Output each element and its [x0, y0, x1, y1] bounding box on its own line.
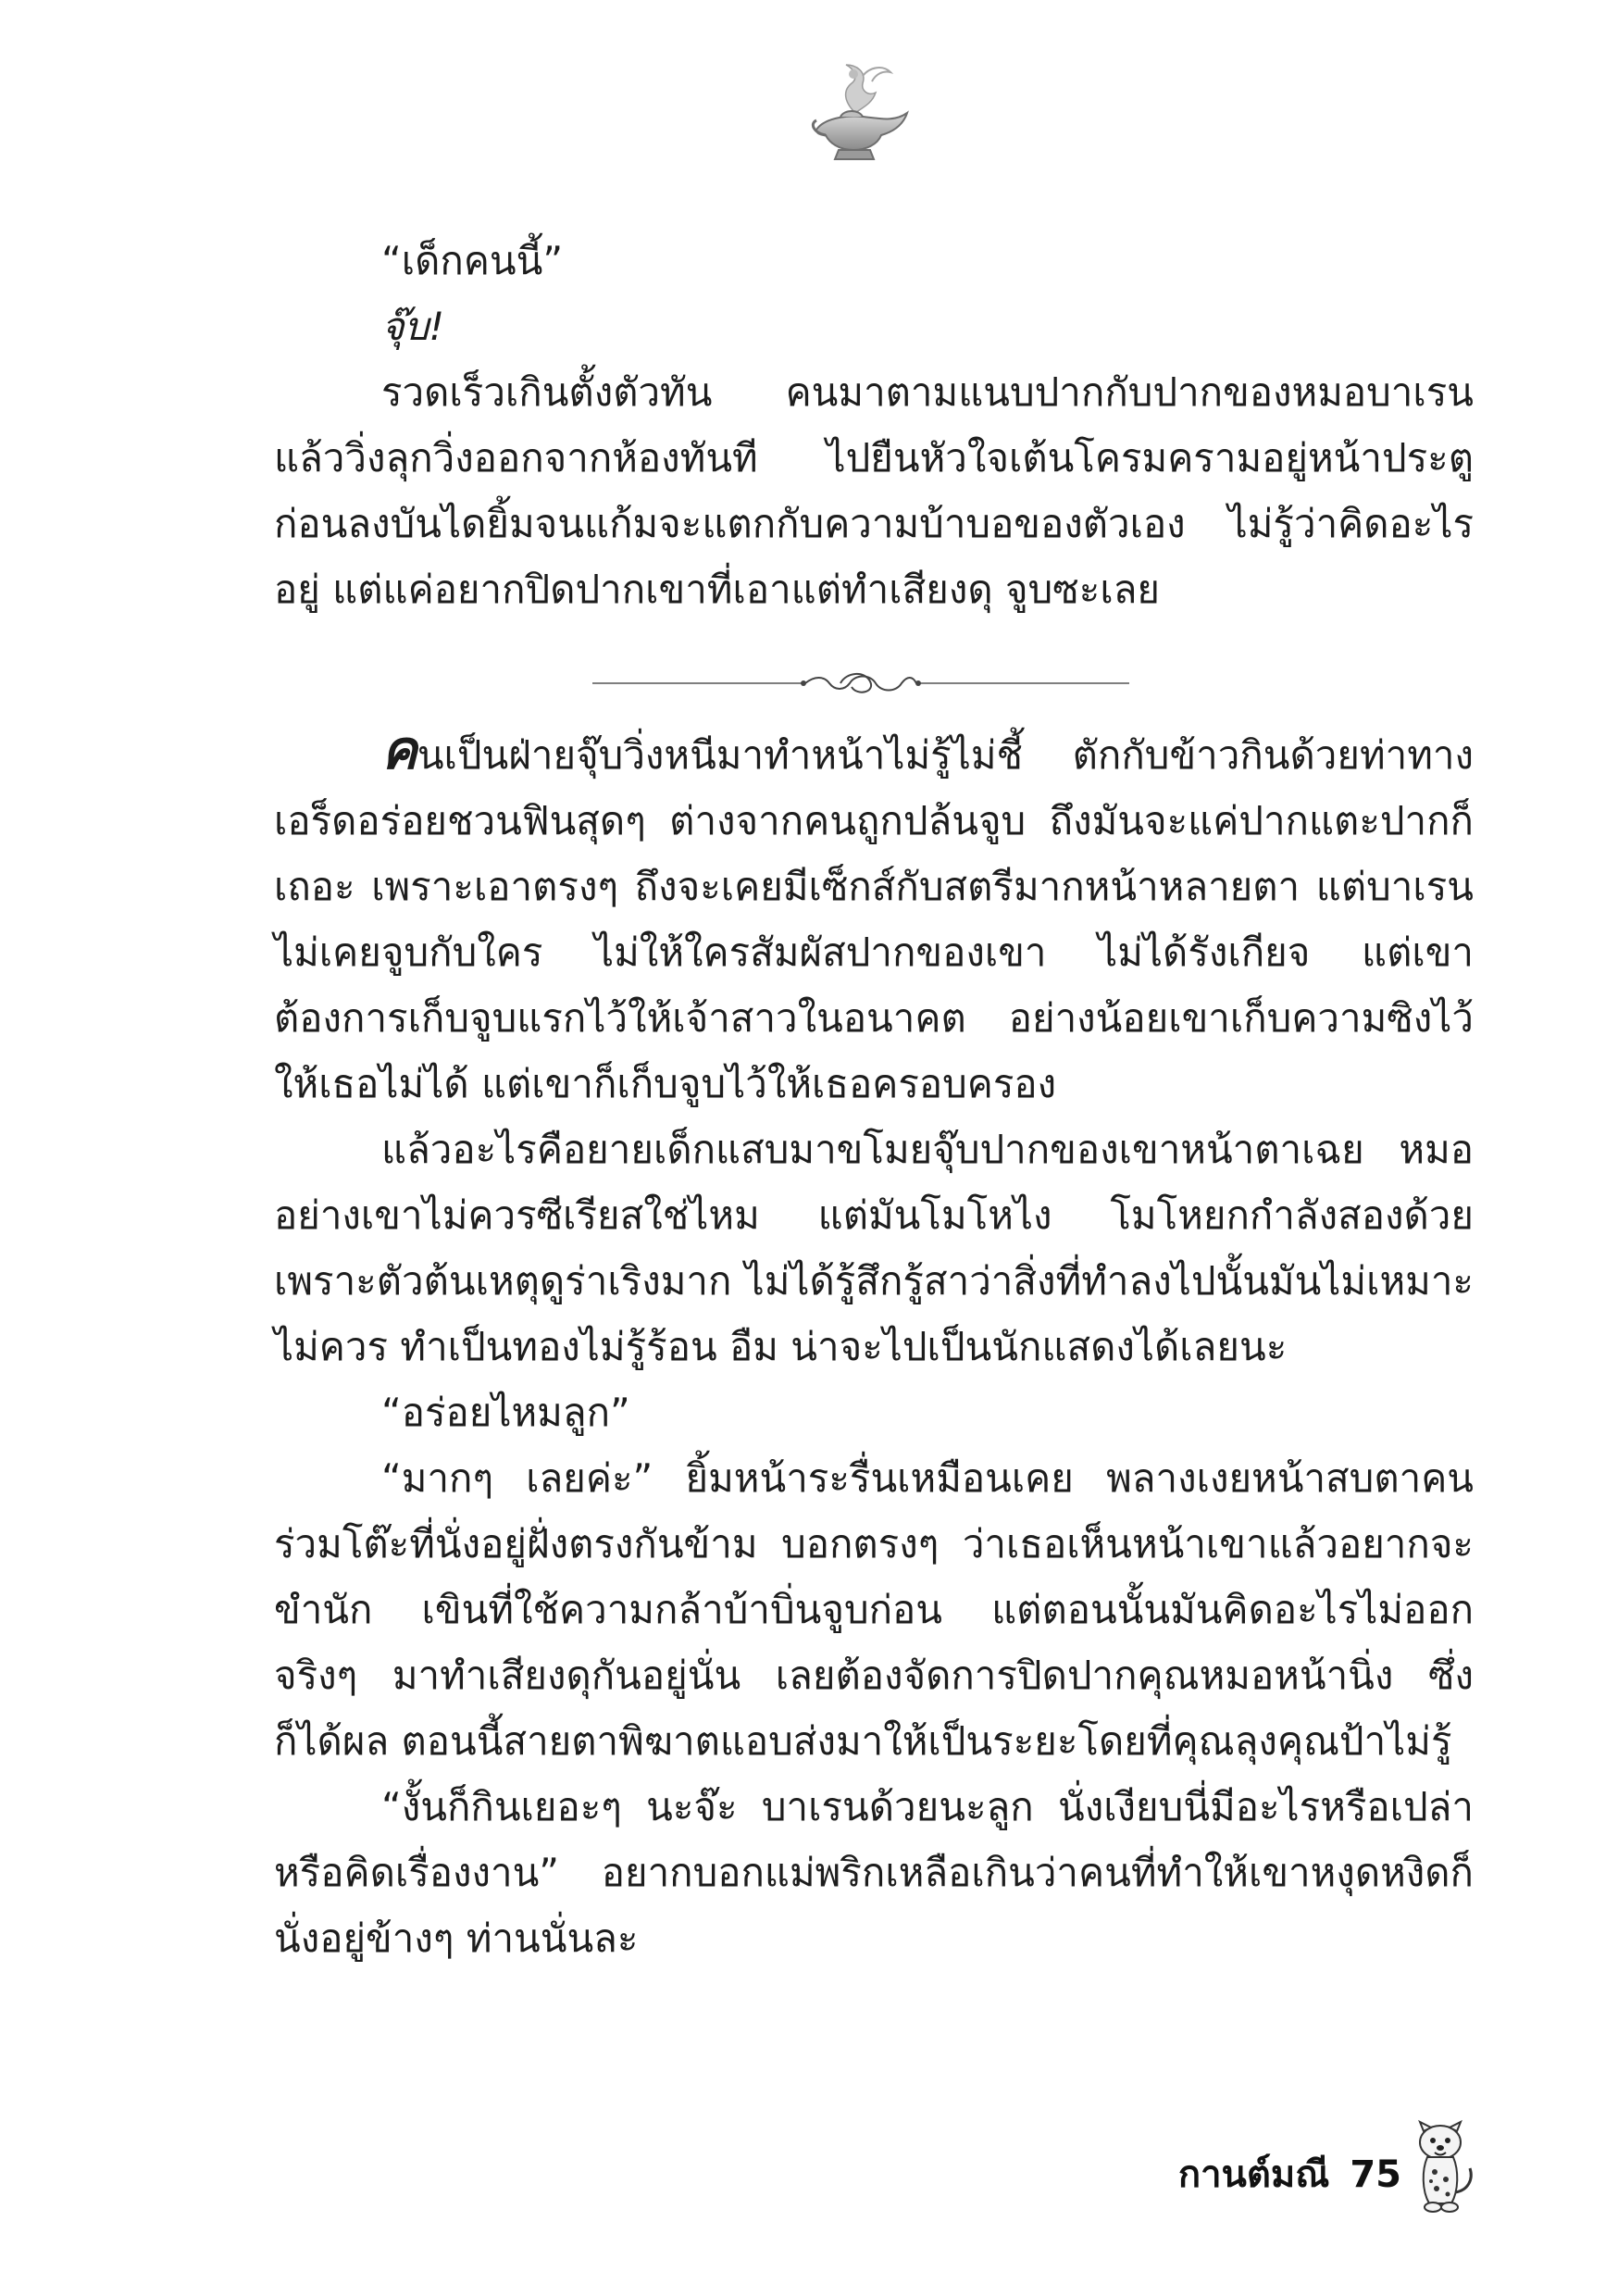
exclamation-line: จุ๊บ!: [381, 304, 445, 349]
paragraph: รวดเร็วเกินตั้งตัวทัน คนมาตามแนบปากกับปากของหมอบาเรน แล้ววิ่งลุกวิ่งออกจากห้องทันที ไปยืนหัวใจเต้นโครมครามอยู่หน้าประตู ก่อนลงบันไดยิ้มจนแก้มจะแตกกับความบ้าบอของตัวเอง ไม่รู้ว่าคิดอะไรอยู่ แต่แค่อยากปิดปากเขาที่เอาแต่ทำเสียงดุ จูบซะเลย: [274, 369, 1474, 612]
paragraph: แล้วอะไรคือยายเด็กแสบมาขโมยจุ๊บปากของเขาหน้าตาเฉย หมออย่างเขาไม่ควรซีเรียสใช่ไหม แต่มันโมโหไง โมโหยกกำลังสองด้วยเพราะตัวต้นเหตุดูร่าเริงมาก ไม่ได้รู้สึกรู้สาว่าสิ่งที่ทำลงไปนั้นมันไม่เหมาะไม่ควร ทำเป็นทองไม่รู้ร้อน อืม น่าจะไปเป็นนักแสดงได้เลยนะ: [274, 1127, 1474, 1369]
cheetah-mascot-icon: [1403, 2118, 1481, 2215]
page-number: 75: [1350, 2153, 1401, 2196]
first-paragraph: [274, 718, 1474, 1117]
section-two-text: [274, 718, 1474, 1971]
first-paragraph-text: นเป็นฝ่ายจุ๊บวิ่งหนีมาทำหน้าไม่รู้ไม่ชี้ ตักกับข้าวกินด้วยท่าทางเอร็ดอร่อยชวนฟินสุดๆ ต่างจากคนถูกปล้นจูบ ถึงมันจะแค่ปากแตะปากก็เถอะ เพราะเอาตรงๆ ถึงจะเคยมีเซ็กส์กับสตรีมากหน้าหลายตา แต่บาเรนไม่เคยจูบกับใคร ไม่ให้ใครสัมผัสปากของเขา ไม่ได้รังเกียจ แต่เขาต้องการเก็บจูบแรกไว้ให้เจ้าสาวในอนาคต อย่างน้อยเขาเก็บความซิงไว้ให้เธอไม่ได้ แต่เขาก็เก็บจูบไว้ให้เธอครอบครอง: [274, 732, 1474, 1106]
dialog-line: “อร่อยไหมลูก”: [381, 1390, 630, 1435]
genie-lamp-icon: [798, 56, 918, 167]
page-footer: [1000, 2118, 1518, 2220]
section-one-text: [274, 228, 1474, 622]
author-name: กานต์มณี: [1177, 2153, 1330, 2196]
drop-cap: ค: [381, 718, 417, 781]
footer-title: [1178, 2144, 1401, 2203]
paragraph: “งั้นก็กินเยอะๆ นะจ๊ะ บาเรนด้วยนะลูก นั่งเงียบนี่มีอะไรหรือเปล่า หรือคิดเรื่องงาน” อยากบอกแม่พริกเหลือเกินว่าคนที่ทำให้เขาหงุดหงิดก็นั่งอยู่ข้างๆ ท่านนั่นละ: [274, 1784, 1474, 1961]
dialog-line: “เด็กคนนี้”: [381, 238, 564, 283]
ornamental-divider-icon: [592, 665, 1129, 702]
paragraph: “มากๆ เลยค่ะ” ยิ้มหน้าระรื่นเหมือนเคย พลางเงยหน้าสบตาคนร่วมโต๊ะที่นั่งอยู่ฝั่งตรงกันข้าม บอกตรงๆ ว่าเธอเห็นหน้าเขาแล้วอยากจะขำนัก เขินที่ใช้ความกล้าบ้าบิ่นจูบก่อน แต่ตอนนั้นมันคิดอะไรไม่ออกจริงๆ มาทำเสียงดุกันอยู่นั่น เลยต้องจัดการปิดปากคุณหมอหน้านิ่ง ซึ่งก็ได้ผล ตอนนี้สายตาพิฆาตแอบส่งมาให้เป็นระยะโดยที่คุณลุงคุณป้าไม่รู้: [274, 1455, 1474, 1764]
